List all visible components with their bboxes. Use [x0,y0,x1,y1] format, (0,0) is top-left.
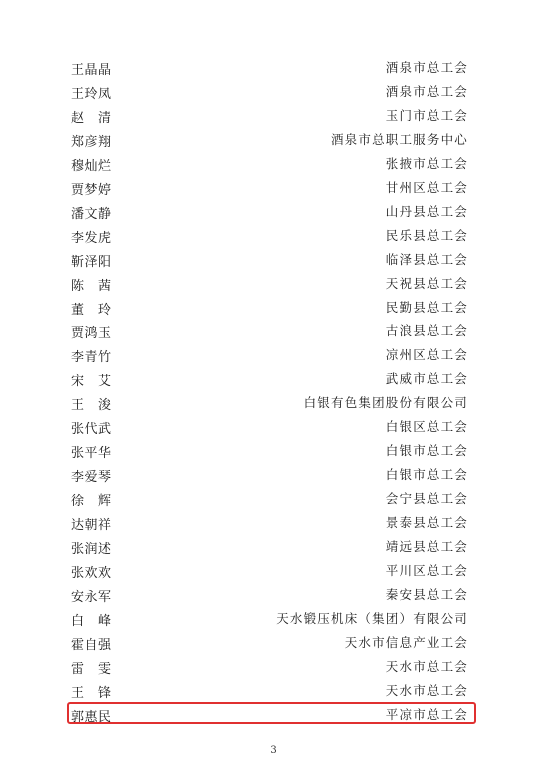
organization-name: 天水锻压机床（集团）有限公司 [276,610,468,626]
organization-name: 白银有色集团股份有限公司 [303,395,468,411]
organization-name: 张掖市总工会 [385,155,468,171]
person-name: 李发虎 [71,230,112,246]
organization-name: 酒泉市总工会 [385,83,468,99]
list-item [0,464,547,488]
person-name: 徐 辉 [71,494,112,510]
organization-name: 秦安县总工会 [385,586,468,602]
person-name: 霍自强 [71,637,112,653]
organization-name: 天水市信息产业工会 [344,634,468,650]
person-name: 靳泽阳 [71,254,112,270]
person-name: 白 峰 [71,613,112,629]
list-item [0,201,547,225]
list-item [0,656,547,680]
organization-name: 甘州区总工会 [385,179,468,195]
person-name: 王 锋 [71,685,112,701]
organization-name: 民乐县总工会 [385,227,468,243]
organization-name: 平凉市总工会 [385,706,468,722]
organization-name: 玉门市总工会 [385,107,468,123]
person-name: 陈 茜 [71,278,112,294]
person-name: 张代武 [71,422,112,438]
list-item [0,344,547,368]
list-item [0,320,547,344]
organization-name: 酒泉市总职工服务中心 [330,131,468,147]
list-item [0,392,547,416]
person-name: 王 浚 [71,398,112,414]
list-item [0,57,547,81]
list-item [0,584,547,608]
organization-name: 武威市总工会 [385,371,468,387]
person-name: 王晶晶 [71,63,112,78]
person-name: 贾鸿玉 [71,326,112,342]
person-name: 赵 清 [71,110,112,126]
list-item [0,416,547,440]
highlight-box [67,702,476,724]
organization-name: 凉州区总工会 [385,347,468,363]
organization-name: 白银区总工会 [385,419,468,435]
name-list [0,57,547,728]
organization-name: 天水市总工会 [385,658,468,674]
list-item [0,273,547,297]
list-item [0,297,547,321]
list-item [0,560,547,584]
person-name: 达朝祥 [71,518,112,534]
person-name: 安永军 [71,589,112,605]
page-number: 3 [270,745,277,756]
list-item [0,680,547,704]
organization-name: 天祝县总工会 [385,275,468,291]
organization-name: 古浪县总工会 [385,323,468,339]
list-item [0,249,547,273]
organization-name: 民勤县总工会 [385,299,468,315]
list-item [0,225,547,249]
list-item [0,105,547,129]
list-item [0,536,547,560]
person-name: 潘文静 [71,206,112,222]
organization-name: 山丹县总工会 [385,203,468,219]
list-item [0,512,547,536]
organization-name: 临泽县总工会 [385,251,468,267]
person-name: 张平华 [71,446,112,462]
person-name: 李爱琴 [71,470,112,486]
person-name: 雷 雯 [71,661,112,677]
person-name: 穆灿烂 [71,158,112,174]
person-name: 张润述 [71,542,112,558]
person-name: 郑彦翔 [71,134,112,150]
list-item [0,129,547,153]
list-item [0,153,547,177]
list-item [0,368,547,392]
person-name: 贾梦婷 [71,182,112,198]
organization-name: 酒泉市总工会 [385,60,468,75]
person-name: 王玲凤 [71,86,112,102]
organization-name: 会宁县总工会 [385,491,468,507]
organization-name: 天水市总工会 [385,682,468,698]
list-item [0,608,547,632]
organization-name: 白银市总工会 [385,467,468,483]
list-item [0,177,547,201]
list-item [0,81,547,105]
person-name: 董 玲 [71,302,112,318]
organization-name: 白银市总工会 [385,443,468,459]
person-name: 李青竹 [71,350,112,366]
list-item [0,632,547,656]
organization-name: 靖远县总工会 [385,539,468,555]
person-name: 张欢欢 [71,566,112,582]
person-name: 郭惠民 [71,709,112,725]
organization-name: 景泰县总工会 [385,515,468,531]
list-item [0,440,547,464]
organization-name: 平川区总工会 [385,563,468,579]
person-name: 宋 艾 [71,374,112,390]
list-item [0,488,547,512]
